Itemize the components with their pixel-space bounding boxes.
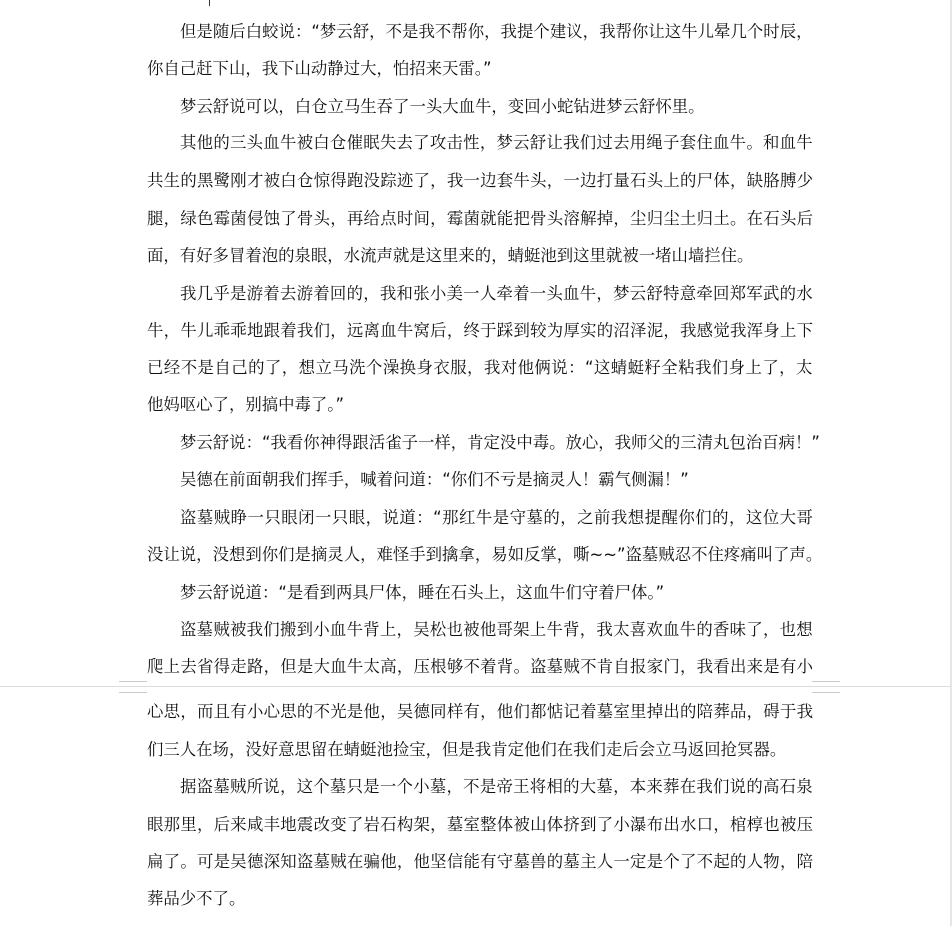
paragraph-line: 腿 ， 绿 色 霉 菌 侵 蚀 了 骨 头 ， 再 给 点 时 间 ， 霉 菌 就 能 把 骨 头 溶 解 掉 ， 尘 归 尘 土 归 土 。 在 石 头 后	[147, 209, 813, 228]
paragraph-line: 梦云舒说道：“是看到两具尸体，睡在石头上，这血牛们守着尸体。”	[180, 583, 665, 602]
paragraph-line: 梦 云 舒 说 ： “ 我 看 你 神 得 跟 活 雀 子 一 样 ， 肯 定 没 中 毒 。 放 心 ， 我 师 父 的 三 清 丸 包 治 百 病 ！ ”	[180, 433, 820, 452]
paragraph-line: 没 让 说 ， 没 想 到 你 们 是 摘 灵 人 ， 难 怪 手 到 擒 拿 ， 易 如 反 掌 ， 嘶 ~ ~ ” 盗 墓 贼 忍 不 住 疼 痛 叫 了 声 。	[147, 545, 823, 564]
paragraph-line: 们三人在场，没好意思留在蜻蜓池捡宝，但是我肯定他们在我们走后会立马返回抢冥器。	[147, 740, 787, 759]
paragraph-line: 盗 墓 贼 被 我 们 搬 到 小 血 牛 背 上 ， 吴 松 也 被 他 哥 架 上 牛 背 ， 我 太 喜 欢 血 牛 的 香 味 了 ， 也 想	[180, 620, 813, 639]
paragraph-line: 其 他 的 三 头 血 牛 被 白 仓 催 眠 失 去 了 攻 击 性 ， 梦 云 舒 让 我 们 过 去 用 绳 子 套 住 血 牛 。 和 血 牛	[180, 133, 813, 152]
paragraph-line: 心 思 ， 而 且 有 小 心 思 的 不 光 是 他 ， 吴 德 同 样 有 ， 他 们 都 惦 记 着 墓 室 里 掉 出 的 陪 葬 品 ， 碍 于 我	[147, 702, 813, 721]
paragraph-line: 牛 ， 牛 儿 乖 乖 地 跟 着 我 们 ， 远 离 血 牛 窝 后 ， 终 于 踩 到 较 为 厚 实 的 沼 泽 泥 ， 我 感 觉 我 浑 身 上 下	[147, 321, 813, 340]
paragraph-line: 葬品少不了。	[147, 889, 246, 908]
paragraph-line: 共 生 的 黑 鹭 刚 才 被 白 仓 惊 得 跑 没 踪 迹 了 ， 我 一 边 套 牛 头 ， 一 边 打 量 石 头 上 的 尸 体 ， 缺 胳 膊 少	[147, 171, 813, 190]
left-page-corner-mark	[119, 681, 147, 693]
right-page-corner-mark	[812, 681, 840, 693]
paragraph-line: 他妈呕心了，别搞中毒了。”	[147, 395, 344, 414]
paragraph-line: 你自己赶下山，我下山动静过大，怕招来天雷。”	[147, 59, 492, 78]
paragraph-line: 扁 了 。 可 是 吴 德 深 知 盗 墓 贼 在 骗 他 ， 他 坚 信 能 有 守 墓 兽 的 墓 主 人 一 定 是 个 了 不 起 的 人 物 ， 陪	[147, 852, 813, 871]
paragraph-line: 爬 上 去 省 得 走 路 ， 但 是 大 血 牛 太 高 ， 压 根 够 不 着 背 。 盗 墓 贼 不 肯 自 报 家 门 ， 我 看 出 来 是 有 小	[147, 657, 813, 676]
paragraph-line: 但 是 随 后 白 蛟 说 ： “ 梦 云 舒 ， 不 是 我 不 帮 你 ， 我 提 个 建 议 ， 我 帮 你 让 这 牛 儿 晕 几 个 时 辰 ，	[180, 22, 813, 41]
paragraph-line: 据 盗 墓 贼 所 说 ， 这 个 墓 只 是 一 个 小 墓 ， 不 是 帝 王 将 相 的 大 墓 ， 本 来 葬 在 我 们 说 的 高 石 泉	[180, 777, 813, 796]
paragraph-line: 吴德在前面朝我们挥手，喊着问道：“你们不亏是摘灵人！霸气侧漏！”	[180, 470, 689, 489]
text-cursor	[209, 0, 210, 6]
paragraph-line: 我 几 乎 是 游 着 去 游 着 回 的 ， 我 和 张 小 美 一 人 牵 着 一 头 血 牛 ， 梦 云 舒 特 意 牵 回 郑 军 武 的 水	[180, 284, 813, 303]
paragraph-line: 梦云舒说可以，白仓立马生吞了一头大血牛，变回小蛇钻进梦云舒怀里。	[180, 97, 705, 116]
paragraph-line: 已 经 不 是 自 己 的 了 ， 想 立 马 洗 个 澡 换 身 衣 服 ， 我 对 他 俩 说 ： “ 这 蜻 蜓 籽 全 粘 我 们 身 上 了 ， 太	[147, 358, 813, 377]
paragraph-line: 盗 墓 贼 睁 一 只 眼 闭 一 只 眼 ， 说 道 ： “ 那 红 牛 是 守 墓 的 ， 之 前 我 想 提 醒 你 们 的 ， 这 位 大 哥	[180, 508, 813, 527]
paragraph-line: 眼 那 里 ， 后 来 咸 丰 地 震 改 变 了 岩 石 构 架 ， 墓 室 整 体 被 山 体 挤 到 了 小 瀑 布 出 水 口 ， 棺 椁 也 被 压	[147, 815, 813, 834]
paragraph-line: 面，有好多冒着泡的泉眼，水流声就是这里来的，蜻蜓池到这里就被一堵山墙拦住。	[147, 246, 754, 265]
